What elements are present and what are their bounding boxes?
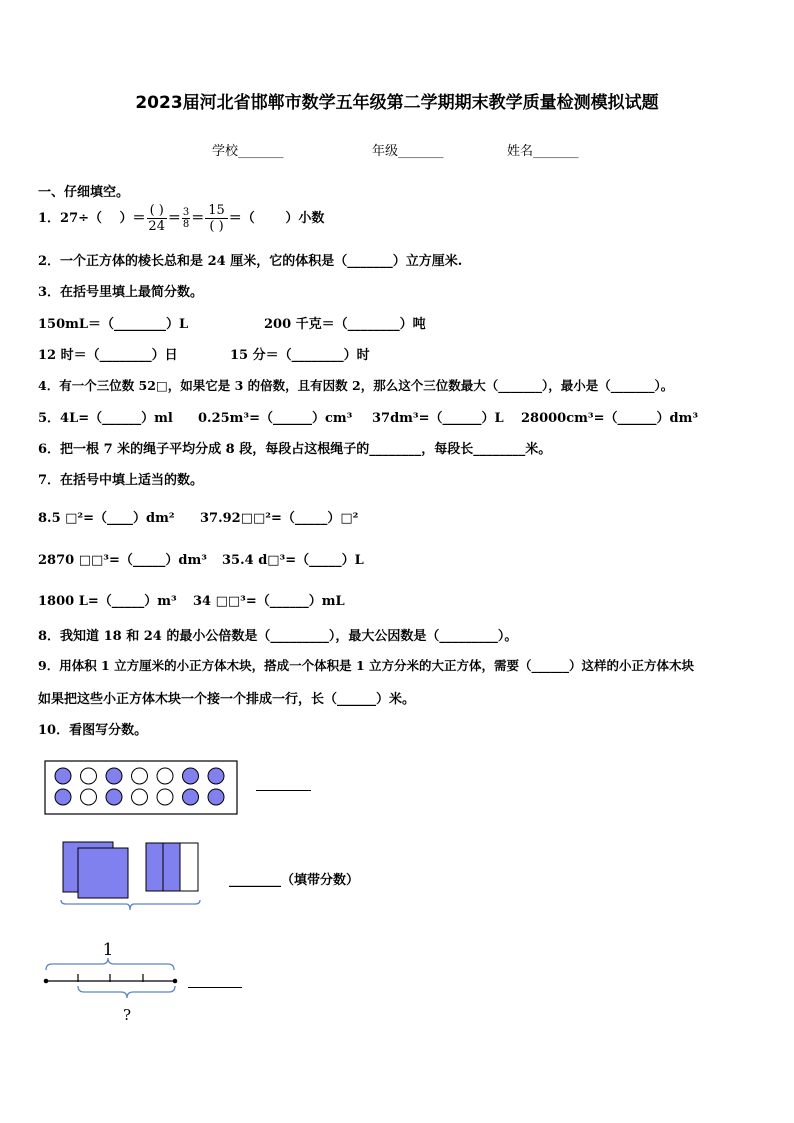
filled-circle [55, 768, 71, 784]
q1-number: 1． [38, 211, 61, 226]
q1-f3-numerator: 15 [205, 203, 228, 219]
question-10: 10．看图写分数。 [38, 723, 148, 738]
q1-f1-numerator: ( ) [147, 203, 167, 219]
question-1 [38, 203, 324, 234]
number-line-bottom-brace [78, 986, 175, 998]
q7-item-a: 8.5 □²=（____）dm² [38, 511, 175, 526]
q1-fraction-2 [182, 207, 190, 230]
q3-item-d: 15 分＝（________）时 [230, 348, 370, 363]
filled-circle [55, 789, 71, 805]
q1-tail: ＝（ ）小数 [228, 211, 325, 226]
number-line-dot-start [44, 979, 49, 984]
page-title: 2023届河北省邯郸市数学五年级第二学期期末教学质量检测模拟试题 [135, 93, 659, 113]
grade-field: 年级_______ [372, 144, 444, 159]
number-line-top-label: 1 [102, 940, 114, 960]
question-8: 8．我知道 18 和 24 的最小公倍数是（_________），最大公因数是（_________）。 [38, 629, 518, 644]
filled-circle [106, 768, 122, 784]
q7-item-b: 37.92□□²=（_____）□² [200, 511, 359, 526]
empty-circle [81, 768, 97, 784]
q1-fraction-3 [205, 203, 228, 234]
whole-square-front [78, 848, 128, 898]
empty-circle [132, 789, 148, 805]
q1-equals-2: ＝ [191, 211, 205, 226]
filled-circle [183, 789, 199, 805]
number-line-question-mark: ? [122, 1006, 132, 1024]
empty-circle [157, 789, 173, 805]
section-heading: 一、仔细填空。 [38, 185, 130, 200]
q1-equals-1: ＝ [167, 211, 181, 226]
question-9-line-1: 9．用体积 1 立方厘米的小正方体木块，搭成一个体积是 1 立方分米的大正方体，需要（______）这样的小正方体木块 [38, 658, 695, 673]
q5-item-a: 5．4L=（______）ml [38, 411, 173, 426]
number-line-figure [38, 936, 248, 1026]
question-9-line-2: 如果把这些小正方体木块一个接一个排成一行，长（______）米。 [38, 692, 416, 707]
fig3-answer-blank [188, 987, 242, 988]
fig1-answer-blank [256, 790, 311, 791]
q5-item-c: 37dm³=（______）L [372, 411, 504, 426]
question-4: 4．有一个三位数 52□，如果它是 3 的倍数，且有因数 2，那么这个三位数最大（_______），最小是（_______）。 [38, 378, 674, 393]
squares-brace [61, 900, 200, 910]
question-6: 6．把一根 7 米的绳子平均分成 8 段，每段占这根绳子的________，每段长________米。 [38, 442, 552, 457]
filled-circle [183, 768, 199, 784]
q1-f3-denominator: ( ) [209, 219, 224, 234]
q5-item-d: 28000cm³=（______）dm³ [521, 411, 699, 426]
filled-circle [208, 768, 224, 784]
number-line-dot-end [173, 979, 178, 984]
name-field: 姓名_______ [507, 144, 579, 159]
q1-f1-denominator: 24 [148, 219, 165, 234]
empty-circle [132, 768, 148, 784]
circles-figure [44, 760, 239, 816]
school-field: 学校_______ [212, 144, 284, 159]
squares-figure [58, 840, 206, 914]
q3-item-a: 150mL＝（________）L [38, 317, 189, 332]
fig2-answer-note: ________（填带分数） [229, 873, 360, 888]
empty-circle [81, 789, 97, 805]
q1-lead: 27÷（ ）＝ [60, 211, 146, 226]
q1-f2-denominator: 8 [182, 219, 190, 230]
question-3: 3．在括号里填上最简分数。 [38, 285, 204, 300]
q1-f2-numerator: 3 [182, 207, 190, 218]
filled-circle [106, 789, 122, 805]
q7-item-d: 35.4 d□³=（_____）L [222, 553, 364, 568]
q5-item-b: 0.25m³=（______）cm³ [198, 411, 353, 426]
q1-fraction-1 [147, 203, 167, 234]
filled-circle [208, 789, 224, 805]
partial-strip-2 [163, 843, 180, 891]
question-7: 7．在括号中填上适当的数。 [38, 473, 204, 488]
q7-item-c: 2870 □□³=（_____）dm³ [38, 553, 207, 568]
question-2: 2．一个正方体的棱长总和是 24 厘米，它的体积是（_______）立方厘米. [38, 254, 463, 269]
q3-item-b: 200 千克＝（________）吨 [264, 317, 426, 332]
empty-circle [157, 768, 173, 784]
q7-item-e: 1800 L=（_____）m³ [38, 594, 177, 609]
partial-strip-1 [146, 843, 163, 891]
q3-item-c: 12 时＝（________）日 [38, 348, 178, 363]
q7-item-f: 34 □□³=（______）mL [193, 594, 345, 609]
